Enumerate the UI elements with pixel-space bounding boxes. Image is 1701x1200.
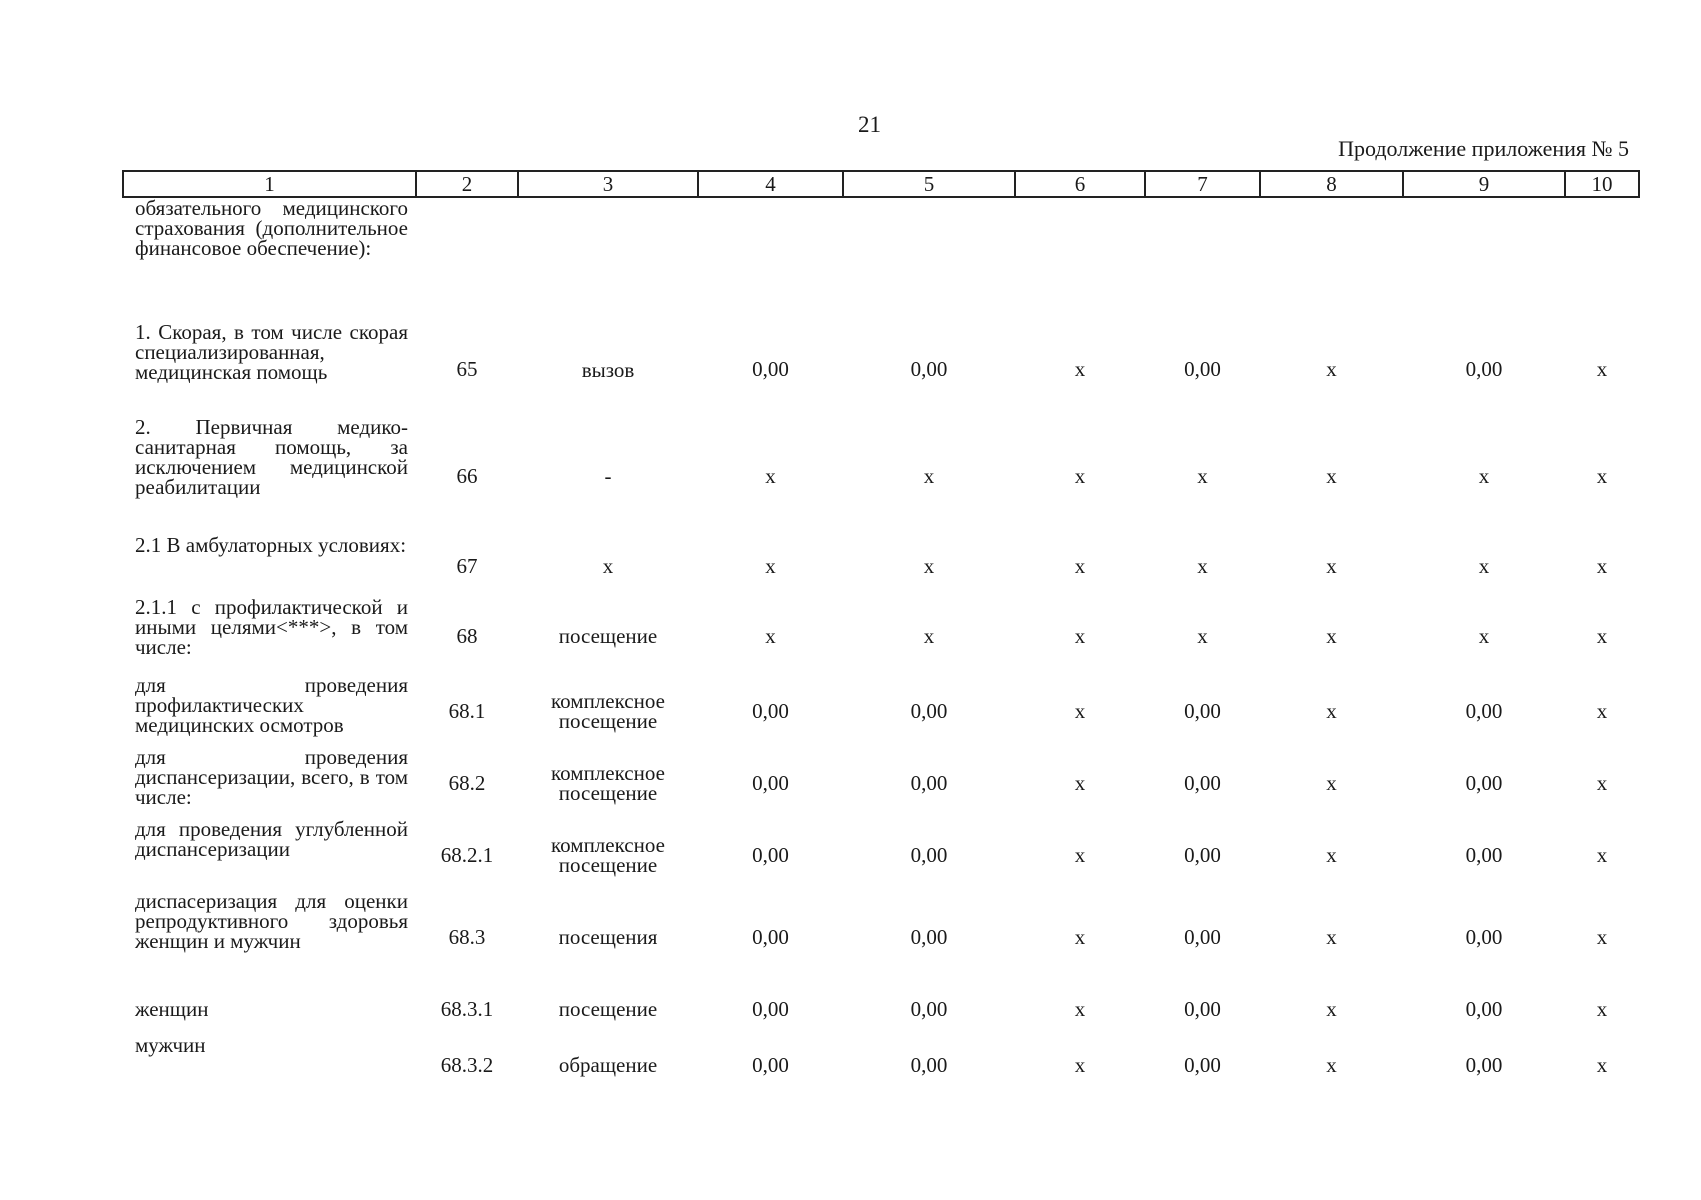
cell-col5: 0,00 <box>910 698 948 723</box>
column-number: 1 <box>123 171 416 197</box>
cell-col10: х <box>1596 623 1608 648</box>
cell-col9: х <box>1478 553 1490 578</box>
cell-col10: х <box>1596 924 1608 949</box>
table-row <box>123 747 1639 819</box>
cell-col7: 0,00 <box>1184 1052 1221 1077</box>
cell-col4: х <box>765 623 776 648</box>
cell-col9: х <box>1478 623 1490 648</box>
cell-col7 <box>1145 197 1260 322</box>
cell-col7: х <box>1197 623 1208 648</box>
cell-col4: 0,00 <box>752 842 789 867</box>
cell-col8: х <box>1326 842 1337 867</box>
appendix-continuation-label: Продолжение приложения № 5 <box>1338 136 1629 161</box>
cell-col5 <box>843 197 1015 322</box>
cell-col7: 0,00 <box>1184 924 1221 949</box>
cell-col7: 0,00 <box>1184 996 1221 1021</box>
table-row <box>123 891 1639 983</box>
cell-col8: х <box>1326 553 1337 578</box>
row-description: 2.1.1 с профилактической и иными целями<***>, в том числе: <box>135 595 408 659</box>
cell-col10: х <box>1596 996 1608 1021</box>
cell-col9: 0,00 <box>1465 996 1503 1021</box>
table-row <box>123 322 1639 417</box>
cell-col8: х <box>1326 1052 1337 1077</box>
table-row <box>123 819 1639 891</box>
cell-col6 <box>1015 197 1145 322</box>
column-number: 7 <box>1145 171 1260 197</box>
cell-col9: 0,00 <box>1465 842 1503 867</box>
row-code: 68.2.1 <box>440 842 494 867</box>
row-unit: - <box>604 464 612 488</box>
row-description: женщин <box>135 997 209 1021</box>
cell-col8: х <box>1326 357 1337 381</box>
cell-col10: х <box>1596 553 1608 578</box>
row-code: 68 <box>456 623 478 648</box>
cell-col4: х <box>765 463 776 488</box>
cell-col6: х <box>1074 842 1086 867</box>
cell-col9 <box>1403 197 1565 322</box>
row-code: 67 <box>456 553 478 578</box>
cell-col9: 0,00 <box>1465 698 1503 723</box>
cell-col6: х <box>1074 770 1086 795</box>
column-number: 9 <box>1403 171 1565 197</box>
cell-col9: 0,00 <box>1465 357 1503 381</box>
cell-col7: х <box>1197 463 1208 488</box>
cell-col7: 0,00 <box>1184 698 1221 723</box>
page-number: 21 <box>858 112 881 137</box>
cell-col9: 0,00 <box>1465 1052 1503 1077</box>
row-code: 68.3.2 <box>440 1052 494 1077</box>
row-code: 68.3 <box>448 924 486 949</box>
cell-col6: х <box>1074 463 1086 488</box>
cell-col6: х <box>1074 996 1086 1021</box>
cell-col4: х <box>765 553 776 578</box>
table-row <box>123 983 1639 1035</box>
cell-col6: х <box>1074 623 1086 648</box>
cell-col9: 0,00 <box>1465 924 1503 949</box>
row-code: 68.1 <box>448 698 486 723</box>
cell-col8: х <box>1326 924 1337 949</box>
column-number: 4 <box>698 171 843 197</box>
row-unit: посещения <box>558 925 658 949</box>
table-row <box>123 675 1639 747</box>
cell-col8: х <box>1326 996 1337 1021</box>
row-code: 66 <box>456 463 478 488</box>
appendix-table-container <box>122 170 1638 1095</box>
cell-col8: х <box>1326 623 1337 648</box>
cell-col10: х <box>1596 698 1608 723</box>
cell-col7: х <box>1197 553 1208 578</box>
row-description: 2.1 В амбулаторных условиях: <box>135 533 407 557</box>
column-number: 3 <box>518 171 698 197</box>
row-unit: вызов <box>581 357 635 382</box>
row-description: для проведения диспансеризации, всего, в том числе: <box>135 745 408 809</box>
cell-col8: х <box>1326 770 1337 795</box>
row-code: 68.3.1 <box>440 996 494 1021</box>
cell-col5: х <box>923 463 935 488</box>
cell-col5: 0,00 <box>910 357 948 381</box>
column-number-row <box>123 171 1639 197</box>
appendix-table <box>122 170 1640 1095</box>
table-row <box>123 1035 1639 1095</box>
row-description: 1. Скорая, в том числе скорая специализированная, медицинская помощь <box>135 320 408 384</box>
row-description: мужчин <box>135 1033 206 1057</box>
cell-col10: х <box>1596 357 1608 381</box>
cell-col6: х <box>1074 924 1086 949</box>
cell-col9: 0,00 <box>1465 770 1503 795</box>
cell-col7: 0,00 <box>1184 770 1221 795</box>
cell-col4: 0,00 <box>752 357 789 381</box>
cell-col5: 0,00 <box>910 1052 948 1077</box>
row-unit <box>518 197 698 322</box>
cell-col10 <box>1565 197 1639 322</box>
row-unit: комплексное посещение <box>551 761 665 805</box>
cell-col5: 0,00 <box>910 924 948 949</box>
column-number: 5 <box>843 171 1015 197</box>
cell-col8 <box>1260 197 1403 322</box>
row-unit: комплексное посещение <box>551 689 665 733</box>
cell-col5: 0,00 <box>910 770 948 795</box>
cell-col4: 0,00 <box>752 996 789 1021</box>
cell-col10: х <box>1596 770 1608 795</box>
table-row <box>123 417 1639 535</box>
cell-col6: х <box>1074 553 1086 578</box>
table-row <box>123 535 1639 597</box>
cell-col9: х <box>1478 463 1490 488</box>
row-code: 68.2 <box>448 770 486 795</box>
row-unit: комплексное посещение <box>551 833 665 877</box>
row-code: 65 <box>456 357 478 381</box>
cell-col8: х <box>1326 698 1337 723</box>
row-unit: х <box>602 554 614 578</box>
table-header <box>123 171 1639 197</box>
cell-col4: 0,00 <box>752 924 789 949</box>
cell-col5: х <box>923 623 935 648</box>
table-body <box>123 197 1639 1095</box>
row-unit: посещение <box>558 997 658 1021</box>
cell-col10: х <box>1596 842 1608 867</box>
row-unit: обращение <box>558 1053 658 1077</box>
column-number: 10 <box>1565 171 1639 197</box>
cell-col6: х <box>1074 357 1086 381</box>
cell-col4: 0,00 <box>752 698 789 723</box>
column-number: 6 <box>1015 171 1145 197</box>
cell-col8: х <box>1326 463 1337 488</box>
row-unit: посещение <box>558 624 658 648</box>
cell-col6: х <box>1074 698 1086 723</box>
cell-col10: х <box>1596 463 1608 488</box>
cell-col5: 0,00 <box>910 996 948 1021</box>
column-number: 2 <box>416 171 518 197</box>
cell-col4: 0,00 <box>752 770 789 795</box>
row-description: 2. Первичная медико-санитарная помощь, за исключением медицинской реабилитации <box>135 415 408 499</box>
cell-col6: х <box>1074 1052 1086 1077</box>
cell-col4: 0,00 <box>752 1052 789 1077</box>
row-description: диспасеризация для оценки репродуктивного здоровья женщин и мужчин <box>135 889 408 953</box>
table-row <box>123 597 1639 675</box>
cell-col5: х <box>923 553 935 578</box>
row-description: для проведения профилактических медицинских осмотров <box>135 673 408 737</box>
column-number: 8 <box>1260 171 1403 197</box>
cell-col5: 0,00 <box>910 842 948 867</box>
cell-col4 <box>698 197 843 322</box>
cell-col7: 0,00 <box>1184 842 1221 867</box>
table-row <box>123 197 1639 322</box>
row-code <box>416 197 518 322</box>
row-description: обязательного медицинского страхования (дополнительное финансовое обеспечение): <box>135 196 408 260</box>
cell-col10: х <box>1596 1052 1608 1077</box>
cell-col7: 0,00 <box>1184 357 1221 381</box>
row-description: для проведения углубленной диспансеризации <box>135 817 408 861</box>
